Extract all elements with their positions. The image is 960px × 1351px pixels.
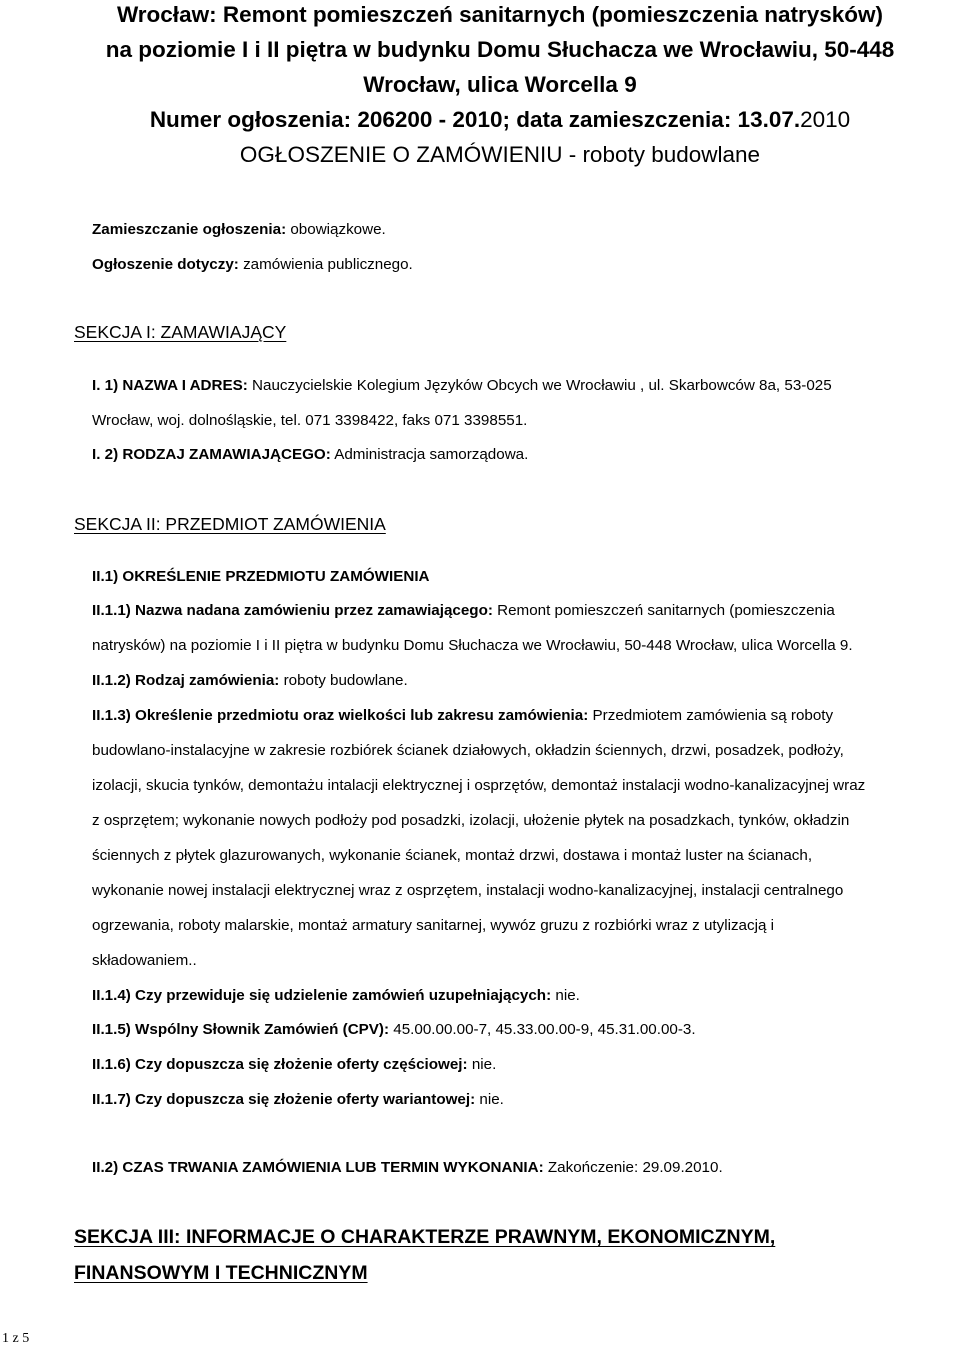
placement-label: Zamieszczanie ogłoszenia: xyxy=(92,221,287,238)
announcement-number-label: Numer ogłoszenia: 206200 - 2010; data zamieszczenia: 13.07. xyxy=(149,107,801,132)
duration-value: Zakończenie: 29.09.2010. xyxy=(547,1159,723,1176)
item-4-line xyxy=(92,987,580,1004)
item-7-line xyxy=(92,1091,504,1108)
notice-subtitle: OGŁOSZENIE O ZAMÓWIENIU - roboty budowlane xyxy=(239,142,761,167)
item-3-text-line: składowaniem.. xyxy=(92,952,197,969)
contracting-type-value: Administracja samorządowa. xyxy=(334,446,529,463)
name-address-line-2: Wrocław, woj. dolnośląskie, tel. 071 3398422, faks 071 3398551. xyxy=(92,412,528,429)
item-1-label: II.1.1) Nazwa nadana zamówieniu przez zamawiającego: xyxy=(92,602,493,619)
item-3-text-line: izolacji, skucia tynków, demontażu intalacji elektrycznej i osprzętów, demontaż instalacji wodno-kanalizacyjnej wraz xyxy=(92,777,866,794)
duration-label: II.2) CZAS TRWANIA ZAMÓWIENIA LUB TERMIN WYKONANIA: xyxy=(92,1159,544,1176)
item-4-value: nie. xyxy=(555,987,580,1004)
section-3-heading-line-1: SEKCJA III: INFORMACJE O CHARAKTERZE PRAWNYM, EKONOMICZNYM, xyxy=(74,1226,776,1248)
item-3-text-line: z osprzętem; wykonanie nowych podłoży pod posadzki, izolacji, ułożenie płytek na posadzkach, tynków, okładzin xyxy=(92,812,850,829)
item-3-text-line: budowlano-instalacyjne w zakresie rozbiórek ścianek działowych, okładzin ściennych, drzwi, posadzek, podłoży, xyxy=(92,742,844,759)
placement-line xyxy=(92,221,386,238)
section-3-heading-line-2: FINANSOWYM I TECHNICZNYM xyxy=(74,1262,368,1284)
item-4-label: II.1.4) Czy przewiduje się udzielenie zamówień uzupełniających: xyxy=(92,987,552,1004)
item-1-value: Remont pomieszczeń sanitarnych (pomieszczenia xyxy=(497,602,835,619)
announcement-year: 2010 xyxy=(800,107,851,132)
name-address-label: I. 1) NAZWA I ADRES: xyxy=(92,377,248,394)
section-2-heading: SEKCJA II: PRZEDMIOT ZAMÓWIENIA xyxy=(74,514,386,534)
item-1-line-2: natrysków) na poziomie I i II piętra w budynku Domu Słuchacza we Wrocławiu, 50-448 Wrocław, ulica Worcella 9. xyxy=(92,637,853,654)
item-7-value: nie. xyxy=(479,1091,504,1108)
item-2-value: roboty budowlane. xyxy=(283,672,408,689)
item-1-line-1 xyxy=(92,602,835,619)
item-6-value: nie. xyxy=(471,1056,497,1073)
concerns-label: Ogłoszenie dotyczy: xyxy=(92,256,239,273)
section-1-heading: SEKCJA I: ZAMAWIAJĄCY xyxy=(74,322,287,342)
page-number: 1 z 5 xyxy=(2,1331,30,1346)
item-3-label: II.1.3) Określenie przedmiotu oraz wielkości lub zakresu zamówienia: xyxy=(92,707,589,724)
title-line-3: Wrocław, ulica Worcella 9 xyxy=(363,72,637,97)
item-3-text-line: wykonanie nowej instalacji elektrycznej wraz z osprzętem, instalacji wodno-kanalizacyjnej, instalacji centralnego xyxy=(92,882,844,899)
contracting-type-line xyxy=(92,446,528,463)
contracting-type-label: I. 2) RODZAJ ZAMAWIAJĄCEGO: xyxy=(92,446,331,463)
announcement-number xyxy=(60,102,940,137)
title-line-2: na poziomie I i II piętra w budynku Domu Słuchacza we Wrocławiu, 50-448 xyxy=(105,37,895,62)
item-3-text-line: ogrzewania, roboty malarskie, montaż armatury sanitarnej, wywóz gruzu z rozbiórki wraz z utylizacją i xyxy=(92,917,774,934)
item-6-label: II.1.6) Czy dopuszcza się złożenie oferty częściowej: xyxy=(92,1056,468,1073)
item-2-line xyxy=(92,672,408,689)
item-6-line xyxy=(92,1056,496,1073)
item-7-label: II.1.7) Czy dopuszcza się złożenie oferty wariantowej: xyxy=(92,1091,476,1108)
subject-subheading: II.1) OKREŚLENIE PRZEDMIOTU ZAMÓWIENIA xyxy=(92,568,430,585)
concerns-value: zamówienia publicznego. xyxy=(243,256,413,273)
item-3-first: Przedmiotem zamówienia są roboty xyxy=(592,707,834,724)
name-address-value: Nauczycielskie Kolegium Języków Obcych we Wrocławiu , ul. Skarbowców 8a, 53-025 xyxy=(252,377,832,394)
item-3-line-1 xyxy=(92,707,833,724)
item-5-label: II.1.5) Wspólny Słownik Zamówień (CPV): xyxy=(92,1021,390,1038)
duration-line xyxy=(92,1159,723,1176)
item-2-label: II.1.2) Rodzaj zamówienia: xyxy=(92,672,280,689)
item-5-line xyxy=(92,1021,696,1038)
name-address-line-1 xyxy=(92,377,832,394)
placement-value: obowiązkowe. xyxy=(290,221,386,238)
document-title xyxy=(60,0,940,172)
title-line-1: Wrocław: Remont pomieszczeń sanitarnych (pomieszczenia natrysków) xyxy=(116,2,884,27)
concerns-line xyxy=(92,256,413,273)
item-5-value: 45.00.00.00-7, 45.33.00.00-9, 45.31.00.00-3. xyxy=(393,1021,696,1038)
item-3-text-line: ściennych z płytek glazurowanych, wykonanie ścianek, montaż drzwi, dostawa i montaż luster na ścianach, xyxy=(92,847,813,864)
